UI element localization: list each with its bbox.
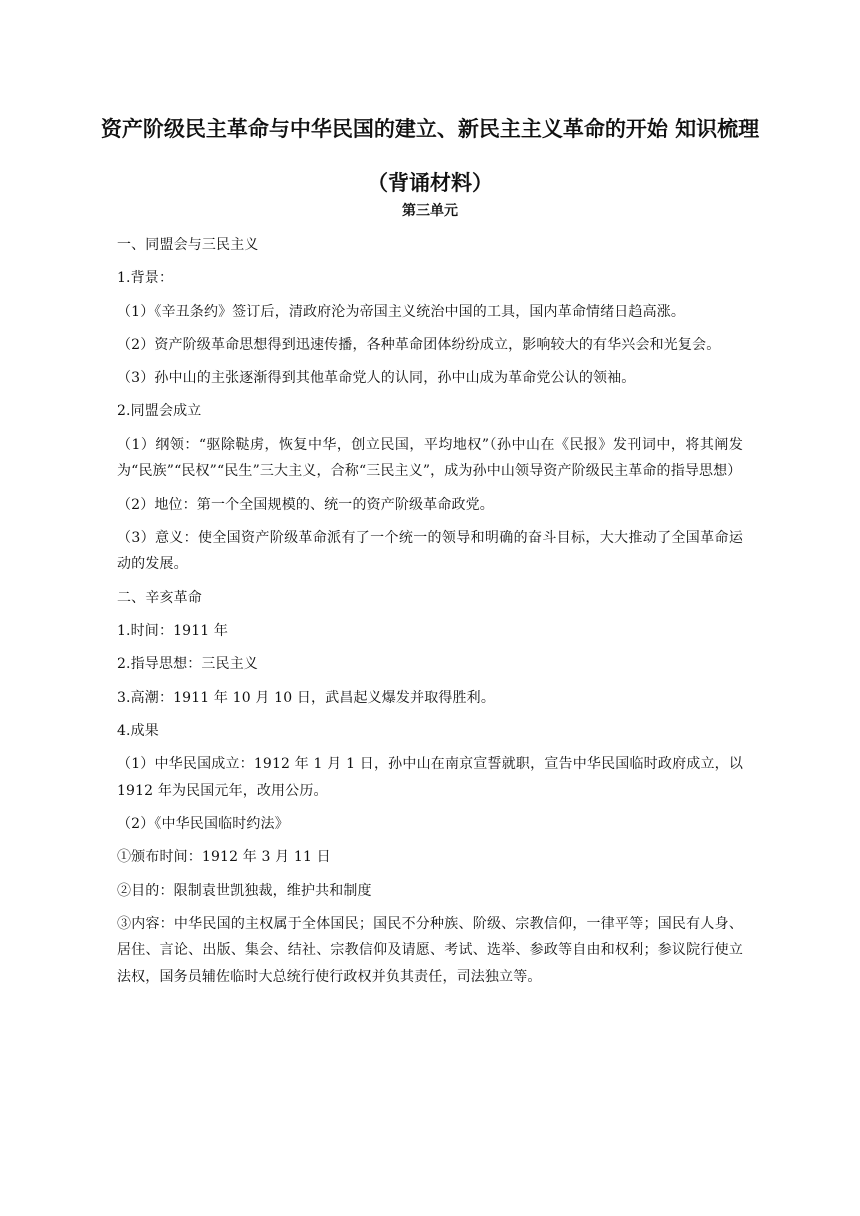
paragraph: ②目的：限制袁世凯独裁，维护共和制度: [117, 882, 372, 899]
paragraph: （2）地位：第一个全国规模的、统一的资产阶级革命政党。: [117, 496, 494, 513]
paragraph: 2.指导思想：三民主义: [117, 656, 259, 673]
paragraph: ③内容：中华民国的主权属于全体国民；国民不分种族、阶级、宗教信仰，一律平等；国民有人身、居住、言论、出版、集会、结社、宗教信仰及请愿、考试、选举、参政等自由和权利；参议院行使立法权，国务员辅佐临时大总统行使行政权并负其责任，司法独立等。: [117, 915, 743, 985]
paragraph: ①颁布时间：1912 年 3 月 11 日: [117, 849, 331, 866]
paragraph: （2）《中华民国临时约法》: [117, 815, 289, 832]
section-heading: 二、辛亥革命: [117, 589, 202, 606]
paragraph: （2）资产阶级革命思想得到迅速传播，各种革命团体纷纷成立，影响较大的有华兴会和光复会。: [117, 336, 721, 353]
unit-heading: 第三单元: [402, 203, 458, 219]
section-heading: 一、同盟会与三民主义: [117, 237, 259, 253]
paragraph: （1）中华民国成立：1912 年 1 月 1 日，孙中山在南京宣誓就职，宣告中华民国临时政府成立，以 1912 年为民国元年，改用公历。: [117, 756, 743, 799]
subsection-heading: 2.同盟会成立: [117, 403, 202, 420]
paragraph: 1.时间：1911 年: [117, 622, 229, 639]
document-title: 资产阶级民主革命与中华民国的建立、新民主主义革命的开始 知识梳理（背诵材料）: [100, 117, 760, 195]
paragraph: 3.高潮：1911 年 10 月 10 日，武昌起义爆发并取得胜利。: [117, 689, 495, 706]
subsection-heading: 4.成果: [117, 722, 159, 739]
paragraph: （3）孙中山的主张逐渐得到其他革命党人的认同，孙中山成为革命党公认的领袖。: [117, 370, 636, 387]
paragraph: （1）纲领：“驱除鞑虏，恢复中华，创立民国，平均地权”（孙中山在《民报》发刊词中，将其阐发为“民族”“民权”“民生”三大主义，合称“三民主义”，成为孙中山领导资产阶级民主革命的指导思想）: [117, 436, 743, 480]
subsection-heading: 1.背景：: [117, 270, 174, 287]
paragraph: （1）《辛丑条约》签订后，清政府沦为帝国主义统治中国的工具，国内革命情绪日趋高涨。: [117, 303, 686, 320]
document-body: [117, 232, 743, 990]
paragraph: （3）意义：使全国资产阶级革命派有了一个统一的领导和明确的奋斗目标，大大推动了全国革命运动的发展。: [117, 529, 743, 573]
